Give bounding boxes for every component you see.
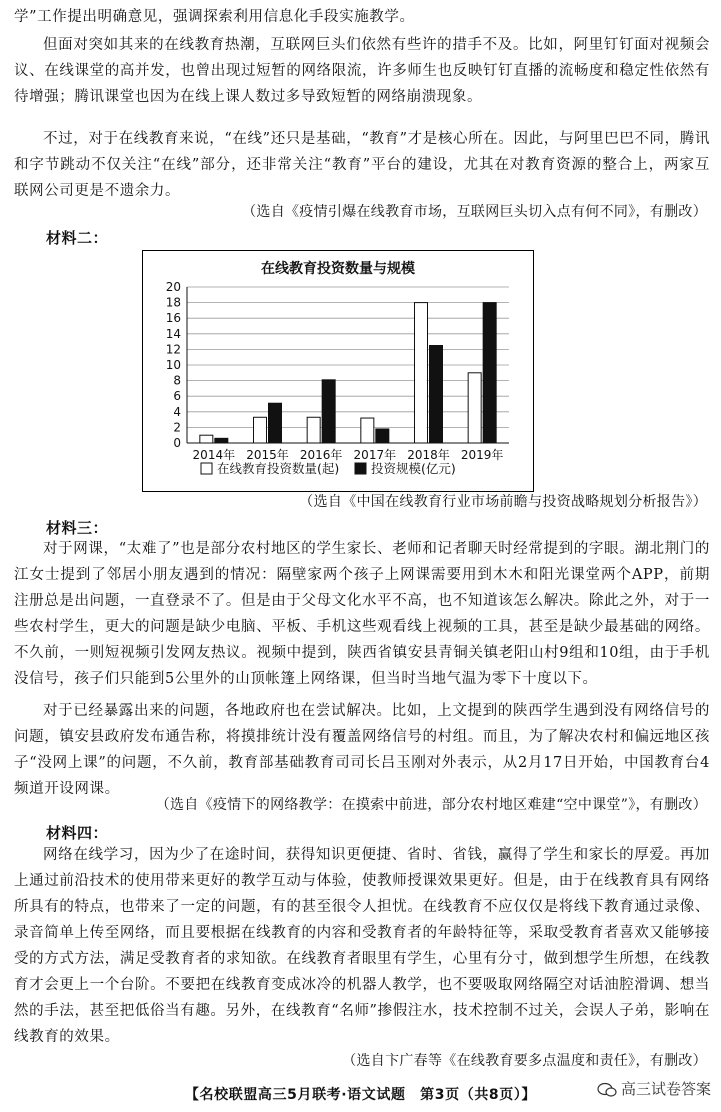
material3-paragraph-1: 对于网课，“太难了”也是部分农村地区的学生家长、老师和记者聊天时经常提到的字眼。湖北荆门的江女士提到了邻居小朋友遇到的情况：隔壁家两个孩子上网课需要用到木木和阳光课堂两个APP，前期注册总是出问题，一直登录不了。但是由于父母文化水平不高，也不知道该怎么解决。除此之外，对于一些农村学生，更大的问题是缺少电脑、平板、手机这些观看线上视频的工具，甚至是缺少最基础的网络。不久前，一则短视频引发网友热议。视频中提到，陕西省镇安县青铜关镇老阳山村9组和10组，由于手机没信号，孩子们只能到5公里外的山顶帐篷上网络课，但当时当地气温为零下十度以下。 <box>14 541 710 687</box>
chart-title: 在线教育投资数量与规模 <box>261 261 415 277</box>
bar-investment-count <box>254 417 267 443</box>
x-tick-label: 2018年 <box>407 448 450 462</box>
bar-investment-count <box>468 373 481 443</box>
material1-source: （选自《疫情引爆在线教育市场，互联网巨头切入点有何不同》，有删改） <box>242 204 707 220</box>
intro-paragraph-2: 不过，对于在线教育来说，“在线”还只是基础，“教育”才是核心所在。因此，与阿里巴巴不同，腾讯和字节跳动不仅关注“在线”部分，还非常关注“教育”平台的建设，尤其在对教育资源的整合上，两家互联网公司更是不遗余力。 <box>14 131 710 199</box>
chat-bubble-icon <box>597 1082 617 1098</box>
legend-swatch-scale <box>355 463 366 474</box>
x-tick-label: 2017年 <box>353 448 397 462</box>
bar-investment-scale <box>215 438 228 443</box>
material2-heading: 材料二： <box>46 229 109 247</box>
bar-investment-count <box>361 418 374 443</box>
y-tick-label: 8 <box>173 373 181 388</box>
y-tick-label: 0 <box>173 436 181 450</box>
legend-label-scale: 投资规模(亿元) <box>371 461 456 476</box>
bar-investment-scale <box>430 346 443 444</box>
legend-label-count: 在线教育投资数量(起) <box>217 461 340 476</box>
chart-svg <box>143 251 533 491</box>
bar-investment-scale <box>376 429 389 443</box>
x-tick-label: 2015年 <box>246 448 289 462</box>
intro-continued-line: 学”工作提出明确意见，强调探索利用信息化手段实施教学。 <box>14 9 415 25</box>
y-tick-label: 16 <box>165 311 181 326</box>
investment-chart <box>142 250 534 492</box>
legend-swatch-count <box>201 463 212 474</box>
x-tick-label: 2014年 <box>192 448 236 462</box>
y-tick-label: 12 <box>165 342 181 357</box>
material2-source: （选自《中国在线教育行业市场前瞻与投资战略规划分析报告》） <box>299 494 707 510</box>
y-tick-label: 10 <box>165 358 181 372</box>
bar-investment-scale <box>269 403 282 443</box>
y-tick-label: 2 <box>173 420 181 435</box>
y-tick-label: 20 <box>165 280 181 294</box>
material3-heading: 材料三： <box>46 519 109 537</box>
x-tick-label: 2016年 <box>299 448 343 462</box>
page-footer: 【名校联盟高三5月联考·语文试题 第3页（共8页）】 <box>184 1087 537 1103</box>
material3-paragraph-2: 对于已经暴露出来的问题，各地政府也在尝试解决。比如，上文提到的陕西学生遇到没有网络信号的问题，镇安县政府发布通告称，将摸排统计没有覆盖网络信号的村组。而且，为了解决农村和偏远地区孩子“没网上课”的问题，不久前，教育部基础教育司司长吕玉刚对外表示，从2月17日开始，中国教育台4频道开设网课。 <box>14 703 710 797</box>
y-tick-label: 6 <box>173 389 181 404</box>
bar-investment-scale <box>483 303 496 443</box>
bar-investment-count <box>307 417 320 443</box>
material4-paragraph-1: 网络在线学习，因为少了在途时间，获得知识更便捷、省时、省钱，赢得了学生和家长的厚爱。再加上通过前沿技术的使用带来更好的教学互动与体验，使教师授课效果更好。但是，由于在线教育具有网络所具有的特点，也带来了一定的问题，有的甚至很令人担忧。在线教育不应仅仅是将线下教育通过录像、录音简单上传至网络，而且要根据在线教育的内容和受教育者的年龄特征等，采取受教育者喜欢又能够接受的方式方法，满足受教育者的求知欲。在线教育者眼里有学生，心里有分寸，做到想学生所想，在线教育才会更上一个台阶。不要把在线教育变成冰冷的机器人教学，也不要吸取网络隔空对话油腔滑调、想当然的手法，甚至把低俗当有趣。另外，在线教育“名师”掺假注水，技术控制不过关，会误人子弟，影响在线教育的效果。 <box>14 847 710 1045</box>
intro-paragraph-1: 但面对突如其来的在线教育热潮，互联网巨头们依然有些许的措手不及。比如，阿里钉钉面对视频会议、在线课堂的高并发，也曾出现过短暂的网络限流，许多师生也反映钉钉直播的流畅度和稳定性依然有待增强；腾讯课堂也因为在线上课人数过多导致短暂的网络崩溃现象。 <box>14 37 710 105</box>
y-tick-label: 18 <box>165 295 181 310</box>
material3-source: （选自《疫情下的网络教学：在摸索中前进，部分农村地区难建“空中课堂”》，有删改） <box>155 797 707 813</box>
watermark-text: 高三试卷答案 <box>620 1080 711 1098</box>
y-tick-label: 14 <box>165 326 181 341</box>
y-tick-label: 4 <box>173 404 181 419</box>
watermark <box>597 1078 711 1099</box>
bar-investment-count <box>415 303 428 443</box>
bar-investment-scale <box>322 380 335 443</box>
bar-investment-count <box>200 435 213 443</box>
material4-source: （选自卞广春等《在线教育要多点温度和责任》，有删改） <box>342 1053 707 1069</box>
x-tick-label: 2019年 <box>460 448 504 462</box>
material4-heading: 材料四： <box>46 824 109 842</box>
